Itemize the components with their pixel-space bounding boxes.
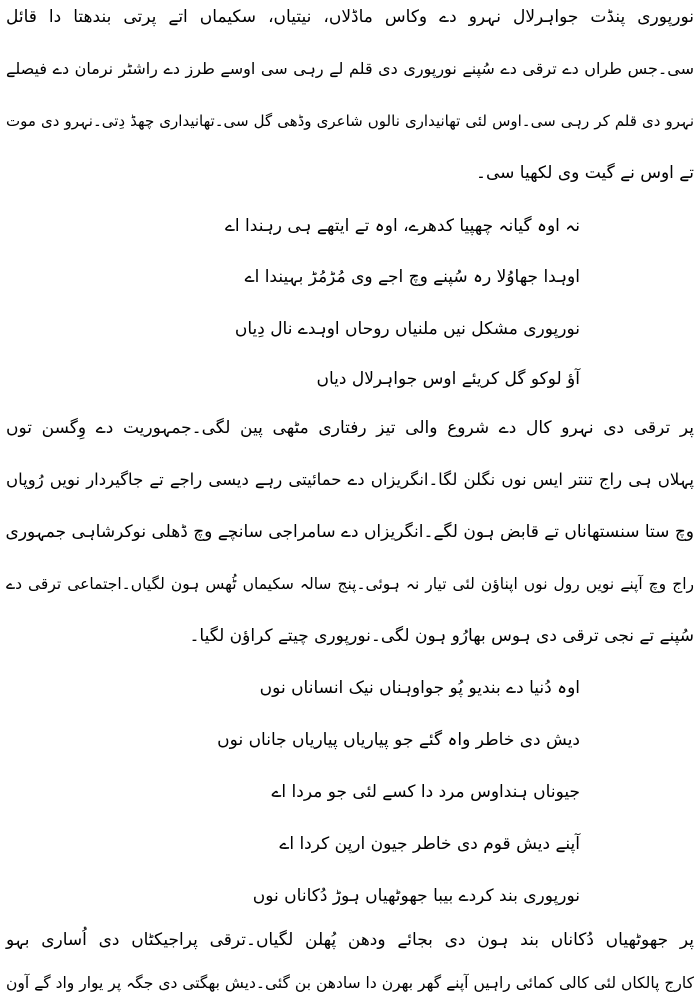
verse-2-line-1: اوہ دُنیا دے بندیو پُو جواوہناں نیک انساناں نوں (259, 678, 580, 698)
paragraph-1-line-1: نورپوری پنڈت جواہرلال نہرو دے وکاس ماڈلاں، نیتیاں، سکیماں اتے پرتی بندھتا دا قائل (6, 7, 694, 27)
verse-1-line-3: نورپوری مشکل نیں ملنیاں روحاں اوہدے نال دِیاں (234, 319, 580, 339)
verse-1-line-4: آؤ لوکو گل کریئے اوس جواہرلال دیاں (316, 369, 580, 389)
paragraph-3-line-2: کارج پالکاں لئی کالی کمائی راہیں آپنے گھر بھرن دا سادھن بن گئی۔دیش بھگتی دی جگہ پر یوار واد گے آون (6, 974, 694, 992)
paragraph-2-line-3: وچ ستا سنستھاناں تے قابض ہون لگے۔انگریزاں دے سامراجی سانچے وچ ڈھلی نوکرشاہی جمہوری (5, 522, 694, 542)
verse-2-line-3: جیوناں ہنداوس مرد دا کسے لئی جو مردا اے (271, 782, 580, 802)
verse-2-line-2: دیش دی خاطر واہ گئے جو پیاریاں پیاریاں جاناں نوں (217, 730, 580, 750)
paragraph-2-line-4: راج وچ آپنے نویں رول نوں اپناؤن لئی تیار نہ ہوئی۔پنج سالہ سکیماں ٹُھس ہون لگیاں۔اجتماعی ترقی دے (6, 575, 694, 593)
paragraph-1-line-2: سی۔جس طراں دے ترقی دے سُپنے نورپوری دی قلم لے رہی سی اوسے طرز دے راشٹر نرمان دے فیصلے (6, 59, 694, 78)
verse-2-line-4: آپنے دیش قوم دی خاطر جیون ارپن کردا اے (279, 834, 580, 854)
paragraph-1-line-4: تے اوس نے گیت وی لکھیا سی۔ (475, 163, 694, 183)
paragraph-2-line-5: سُپنے تے نجی ترقی دی ہوس بھارُو ہون لگی۔نورپوری چیتے کراؤن لگیا۔ (189, 626, 694, 646)
verse-2-line-5: نورپوری بند کردے بیبا جھوٹھیاں ہوڑ دُکاناں نوں (252, 886, 580, 906)
paragraph-1-line-3: نہرو دی قلم کر رہی سی۔اوس لئی تھانیداری نالوں شاعری وڈھی گل سی۔تھانیداری چھڈ دِتی۔نہرو دی موت (6, 112, 694, 130)
paragraph-2-line-2: پہلاں ہی راج تنتر ایس نوں نگلن لگا۔انگریزاں دے حمائیتی رہے دیسی راجے تے جاگیردار نویں رُوپاں (6, 470, 694, 489)
verse-1-line-2: اوہدا جھاوُلا رہ سُپنے وچ اجے وی مُڑمُڑ بہیندا اے (244, 267, 580, 287)
paragraph-3-line-1: پر جھوٹھیاں دُکاناں بند ہون دی بجائے ودھن پُھلن لگیاں۔ترقی پراجیکٹاں دی اُساری بہو (6, 930, 694, 950)
paragraph-2-line-1: پر ترقی دی نہرو کال دے شروع والی تیز رفتاری مٹھی پین لگی۔جمہوریت دے وِگسن توں (6, 418, 694, 438)
verse-1-line-1: نہ اوہ گیانہ چھپیا کدھرے، اوہ تے ایتھے ہی رہندا اے (224, 216, 580, 236)
